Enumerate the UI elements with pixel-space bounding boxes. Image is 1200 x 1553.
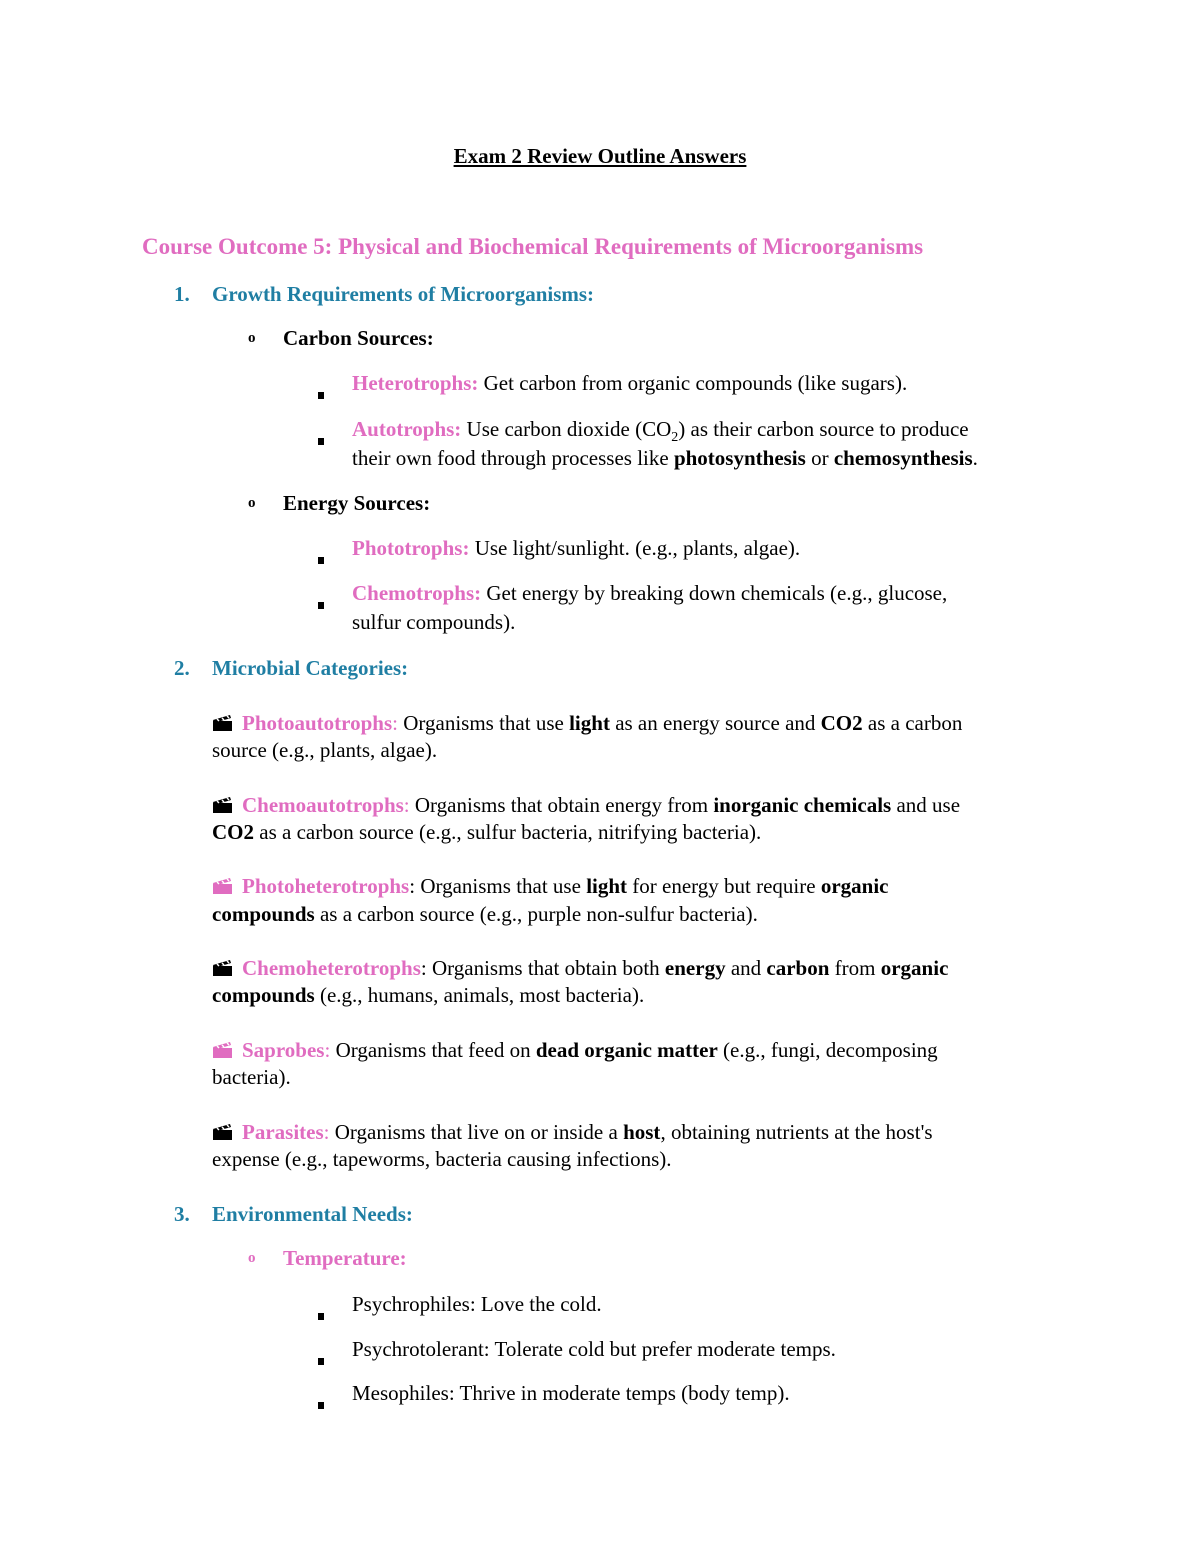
chemoheterotrophs-item	[212, 956, 948, 981]
section-2-number: 2.	[174, 656, 190, 680]
phototrophs-text: Use light/sunlight. (e.g., plants, algae).	[469, 536, 801, 560]
photoheterotrophs-line-2	[212, 902, 758, 927]
chemoheterotrophs-text-1: Organisms that obtain both	[426, 956, 665, 980]
photoheterotrophs-bold-1: light	[586, 874, 628, 898]
parasites-text-2: , obtaining nutrients at the host's	[660, 1120, 933, 1144]
square-bullet-icon	[318, 1390, 324, 1415]
energy-sources-label: Energy Sources:	[283, 491, 431, 515]
bullet-marker-carbon: o	[248, 330, 256, 346]
autotrophs-or: or	[805, 446, 834, 470]
temperature-item-psychrotolerant: Psychrotolerant: Tolerate cold but prefer moderate temps.	[352, 1337, 836, 1361]
photoheterotrophs-text-1: Organisms that use	[415, 874, 587, 898]
saprobes-term: Saprobes	[242, 1038, 325, 1062]
parasites-text-1: Organisms that live on or inside a	[329, 1120, 624, 1144]
parasites-line-2: expense (e.g., tapeworms, bacteria causing infections).	[212, 1147, 672, 1171]
heterotrophs-text: Get carbon from organic compounds (like sugars).	[478, 371, 908, 395]
photoheterotrophs-item	[212, 874, 888, 899]
chemotrophs-item	[352, 581, 947, 606]
chemoheterotrophs-term: Chemoheterotrophs	[242, 956, 421, 980]
temperature-label: Temperature:	[283, 1246, 407, 1270]
photoautotrophs-text-3: as a carbon	[862, 711, 963, 735]
phototrophs-item	[352, 536, 800, 561]
autotrophs-term: Autotrophs:	[352, 417, 462, 441]
autotrophs-subscript: 2	[671, 430, 679, 446]
chemoautotrophs-item	[212, 793, 960, 818]
clapperboard-icon	[212, 714, 234, 732]
section-3-heading: Environmental Needs:	[212, 1202, 413, 1226]
autotrophs-text-b: ) as their carbon source to produce	[678, 417, 969, 441]
square-bullet-icon	[318, 1301, 324, 1326]
page-title: Exam 2 Review Outline Answers	[453, 144, 747, 168]
chemoheterotrophs-line-2	[212, 983, 644, 1008]
chemotrophs-text: Get energy by breaking down chemicals (e.g., glucose,	[481, 581, 948, 605]
section-1-number: 1.	[174, 282, 190, 306]
heterotrophs-term: Heterotrophs:	[352, 371, 479, 395]
square-bullet-icon	[318, 545, 324, 570]
chemoheterotrophs-text-4: (e.g., humans, animals, most bacteria).	[314, 983, 645, 1007]
section-3-number: 3.	[174, 1202, 190, 1226]
parasites-colon: :	[323, 1120, 330, 1144]
section-2-heading: Microbial Categories:	[212, 656, 409, 680]
chemoautotrophs-bold-1: inorganic chemicals	[713, 793, 892, 817]
photoheterotrophs-colon: :	[409, 874, 416, 898]
bullet-marker-temperature: o	[248, 1250, 256, 1266]
section-1-heading: Growth Requirements of Microorganisms:	[212, 282, 595, 306]
photoheterotrophs-text-2: for energy but require	[627, 874, 821, 898]
autotrophs-item	[352, 417, 969, 446]
chemotrophs-term: Chemotrophs:	[352, 581, 482, 605]
photoheterotrophs-term: Photoheterotrophs	[242, 874, 410, 898]
chemoheterotrophs-bold-3: organic	[880, 956, 949, 980]
chemoautotrophs-text-3: as a carbon source (e.g., sulfur bacteria, nitrifying bacteria).	[254, 820, 762, 844]
chemoautotrophs-text-2: and use	[891, 793, 961, 817]
saprobes-bold-1: dead organic matter	[535, 1038, 718, 1062]
autotrophs-period: .	[972, 446, 978, 470]
saprobes-colon: :	[324, 1038, 331, 1062]
photoautotrophs-item	[212, 711, 962, 736]
saprobes-text-2: (e.g., fungi, decomposing	[717, 1038, 938, 1062]
chemoheterotrophs-colon: :	[420, 956, 427, 980]
heterotrophs-item	[352, 371, 907, 396]
photoautotrophs-term: Photoautotrophs	[242, 711, 393, 735]
square-bullet-icon	[318, 426, 324, 451]
square-bullet-icon	[318, 380, 324, 405]
photoautotrophs-bold-1: light	[569, 711, 610, 735]
chemoheterotrophs-text-3: from	[829, 956, 881, 980]
chemoautotrophs-line-2	[212, 820, 761, 845]
chemoheterotrophs-bold-2: carbon	[766, 956, 830, 980]
photoheterotrophs-bold-3: compounds	[212, 902, 315, 926]
clapperboard-icon	[212, 959, 234, 977]
chemoautotrophs-bold-2: CO2	[212, 820, 254, 844]
bullet-marker-energy: o	[248, 495, 256, 511]
autotrophs-text-a: Use carbon dioxide (CO	[461, 417, 672, 441]
carbon-sources-label: Carbon Sources:	[283, 326, 434, 350]
temperature-item-mesophiles: Mesophiles: Thrive in moderate temps (body temp).	[352, 1381, 790, 1405]
clapperboard-icon	[212, 796, 234, 814]
chemoheterotrophs-text-2: and	[725, 956, 767, 980]
chemoheterotrophs-bold-4: compounds	[212, 983, 315, 1007]
saprobes-item	[212, 1038, 938, 1063]
chemosynthesis-term: chemosynthesis	[833, 446, 973, 470]
saprobes-line-2: bacteria).	[212, 1065, 291, 1089]
phototrophs-term: Phototrophs:	[352, 536, 470, 560]
clapperboard-icon	[212, 877, 234, 895]
parasites-term: Parasites	[242, 1120, 324, 1144]
photosynthesis-term: photosynthesis	[673, 446, 806, 470]
photoautotrophs-bold-2: CO2	[820, 711, 863, 735]
square-bullet-icon	[318, 590, 324, 615]
square-bullet-icon	[318, 1346, 324, 1371]
autotrophs-line-2	[352, 446, 978, 471]
parasites-item	[212, 1120, 933, 1145]
photoautotrophs-colon: :	[392, 711, 398, 735]
chemotrophs-line-2: sulfur compounds).	[352, 610, 516, 634]
chemoautotrophs-colon: :	[403, 793, 410, 817]
photoheterotrophs-text-3: as a carbon source (e.g., purple non-sulfur bacteria).	[314, 902, 758, 926]
photoautotrophs-text-2: as an energy source and	[609, 711, 821, 735]
temperature-item-psychrophiles: Psychrophiles: Love the cold.	[352, 1292, 602, 1316]
photoautotrophs-text-1: Organisms that use	[397, 711, 570, 735]
clapperboard-icon	[212, 1041, 234, 1059]
course-outcome-heading: Course Outcome 5: Physical and Biochemical Requirements of Microorganisms	[142, 234, 924, 259]
autotrophs-line2-text: their own food through processes like	[352, 446, 674, 470]
clapperboard-icon	[212, 1123, 234, 1141]
parasites-bold-1: host	[623, 1120, 661, 1144]
chemoautotrophs-text-1: Organisms that obtain energy from	[409, 793, 714, 817]
photoheterotrophs-bold-2: organic	[820, 874, 889, 898]
chemoautotrophs-term: Chemoautotrophs	[242, 793, 404, 817]
chemoheterotrophs-bold-1: energy	[664, 956, 726, 980]
photoautotrophs-line-2: source (e.g., plants, algae).	[212, 738, 438, 762]
saprobes-text-1: Organisms that feed on	[330, 1038, 536, 1062]
